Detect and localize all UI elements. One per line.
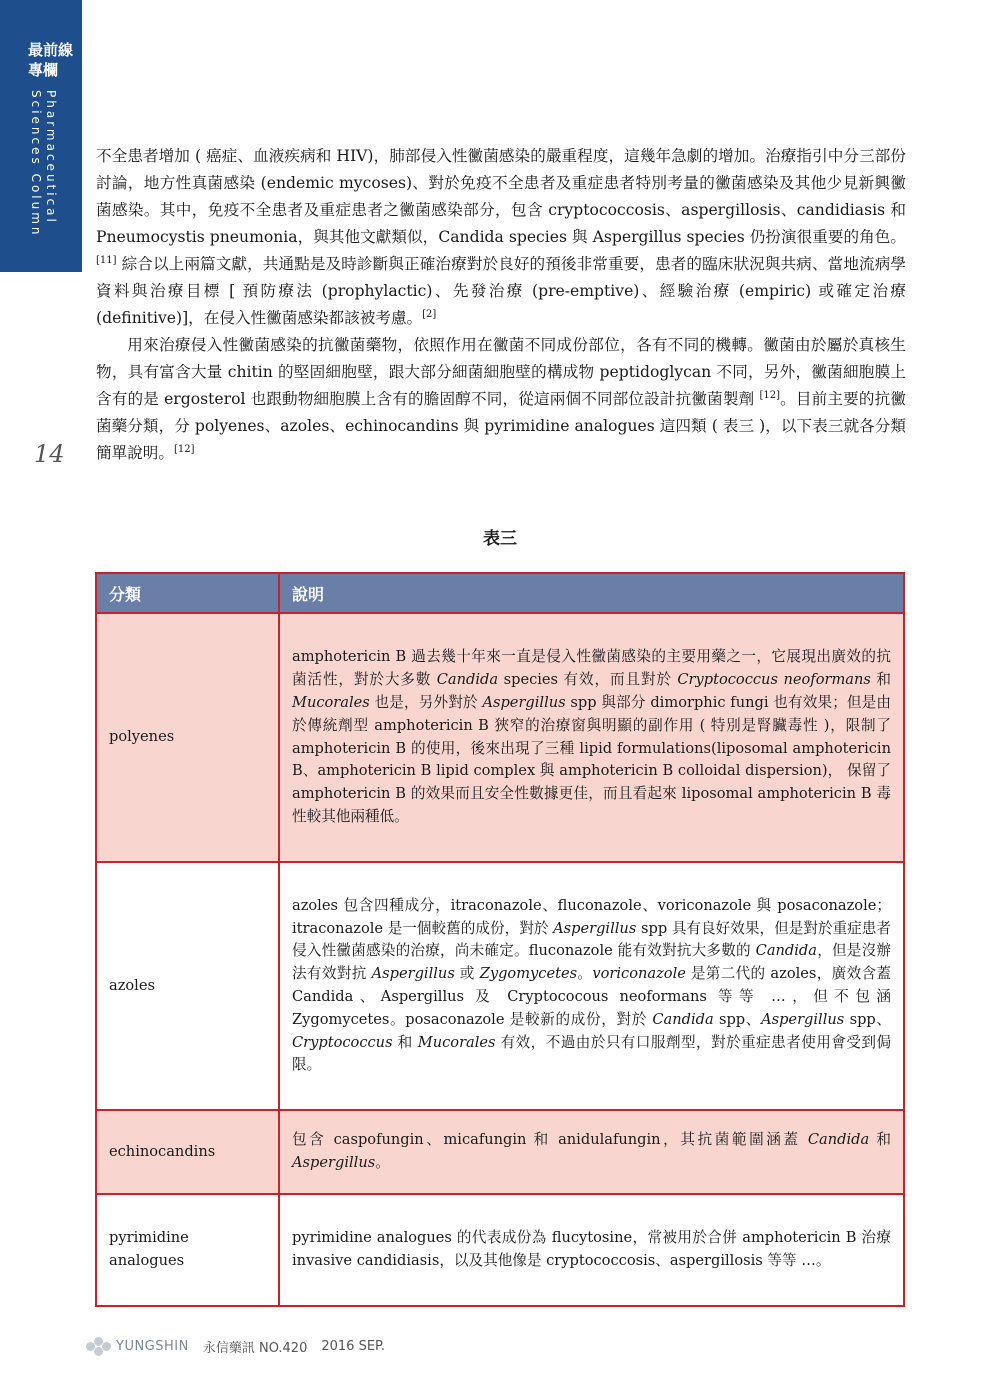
paragraph-1: 不全患者增加 ( 癌症、血液疾病和 HIV)，肺部侵入性黴菌感染的嚴重程度，這幾年急劇的增加。治療指引中分三部份討論，地方性真菌感染 (endemic mycoses)、對於免疫不全患者及重症患者特別考量的黴菌感染及其他少見新興黴菌感染。其中，免疫不全患者及重症患者之黴菌感染部分，包含 cryptococcosis、aspergillosis、candidiasis 和 Pneumocystis pneumonia，與其他文獻類似，Candida species 與 Aspergillus species 仍扮演很重要的角色。[11] 綜合以上兩篇文獻，共通點是及時診斷與正確治療對於良好的預後非常重要，患者的臨床狀況與共病、當地流病學資料與治療目標 [ 預防療法 (prophylactic)、先發治療 (pre-emptive)、經驗治療 (empiric) 或確定治療 (definitive)]，在侵入性黴菌感染都該被考慮。[2] [96,147,906,327]
column-title [28,40,78,80]
page-footer [84,1328,385,1364]
row-description: azoles 包含四種成分，itraconazole、fluconazole、voriconazole 與 posaconazole；itraconazole 是一個較舊的成份，對於 Aspergillus spp 具有良好效果，但是對於重症患者侵入性黴菌感染的治療，尚未確定。fluconazole 能有效對抗大多數的 Candida，但是沒辦法有效對抗 Aspergillus 或 Zygomycetes。voriconazole 是第二代的 azoles，廣效含蓋 Candida、Aspergillus 及 Cryptococous neoformans 等等 …，但不包涵 Zygomycetes。posaconazole 是較新的成份，對於 Candida spp、Aspergillus spp、Cryptococcus 和 Mucorales 有效，不過由於只有口服劑型，對於重症患者使用會受到侷限。 [279,862,904,1110]
citation-ref: [12] [759,389,781,401]
table-row [96,1194,904,1306]
header-category: 分類 [96,573,279,613]
publication-date: 2016 SEP. [321,1338,385,1354]
header-description: 說明 [279,573,904,613]
row-description: 包含 caspofungin、micafungin 和 anidulafungin，其抗菌範圍涵蓋 Candida 和 Aspergillus。 [279,1110,904,1194]
table-header-row [96,573,904,613]
paragraph-2: 用來治療侵入性黴菌感染的抗黴菌藥物，依照作用在黴菌不同成份部位，各有不同的機轉。黴菌由於屬於真核生物，具有富含大量 chitin 的堅固細胞壁，跟大部分細菌細胞壁的構成物 peptidoglycan 不同，另外，黴菌細胞膜上含有的是 ergosterol 也跟動物細胞膜上含有的膽固醇不同，從這兩個不同部位設計抗黴菌製劑 [12]。目前主要的抗黴菌藥分類，分 polyenes、azoles、echinocandins 與 pyrimidine analogues 這四類 ( 表三 )，以下表三就各分類簡單說明。[12] [96,336,906,462]
column-title-line1: 最前線 [28,41,74,59]
antifungal-classification-table [95,572,905,1307]
citation-ref: [11] [96,254,117,266]
column-title-line2: 專欄 [28,61,59,79]
table-row [96,613,904,862]
publication-issue: 永信藥訊 NO.420 [202,1340,308,1356]
citation-ref: [12] [173,443,195,455]
sidebar-column-tab [0,0,82,272]
row-category: echinocandins [96,1110,279,1194]
table-title: 表三 [483,529,517,549]
table-row [96,862,904,1110]
citation-ref: [2] [422,308,437,320]
column-english-title: Pharmaceutical Sciences Column [29,90,58,238]
hexagon-logo-icon [84,1332,112,1360]
row-description: amphotericin B 過去幾十年來一直是侵入性黴菌感染的主要用藥之一，它展現出廣效的抗菌活性，對於大多數 Candida species 有效，而且對於 Cryptococcus neoformans 和 Mucorales 也是，另外對於 Aspergillus spp 與部分 dimorphic fungi 也有效果；但是由於傳統劑型 amphotericin B 狹窄的治療窗與明顯的副作用 ( 特別是腎臟毒性 )，限制了 amphotericin B 的使用，後來出現了三種 lipid formulations(liposomal amphotericin B、amphotericin B lipid complex 與 amphotericin B colloidal dispersion)， 保留了 amphotericin B 的效果而且安全性數據更佳，而且看起來 liposomal amphotericin B 毒性較其他兩種低。 [279,613,904,862]
brand-logo-text: YUNGSHIN [116,1338,189,1354]
table-row [96,1110,904,1194]
row-description: pyrimidine analogues 的代表成份為 flucytosine，常被用於合併 amphotericin B 治療 invasive candidiasis，以及其他像是 cryptococcosis、aspergillosis 等等 …。 [279,1194,904,1306]
row-category: pyrimidine analogues [96,1194,279,1306]
row-category: polyenes [96,613,279,862]
page-number: 14 [34,440,65,468]
article-body [96,143,906,467]
row-category: azoles [96,862,279,1110]
